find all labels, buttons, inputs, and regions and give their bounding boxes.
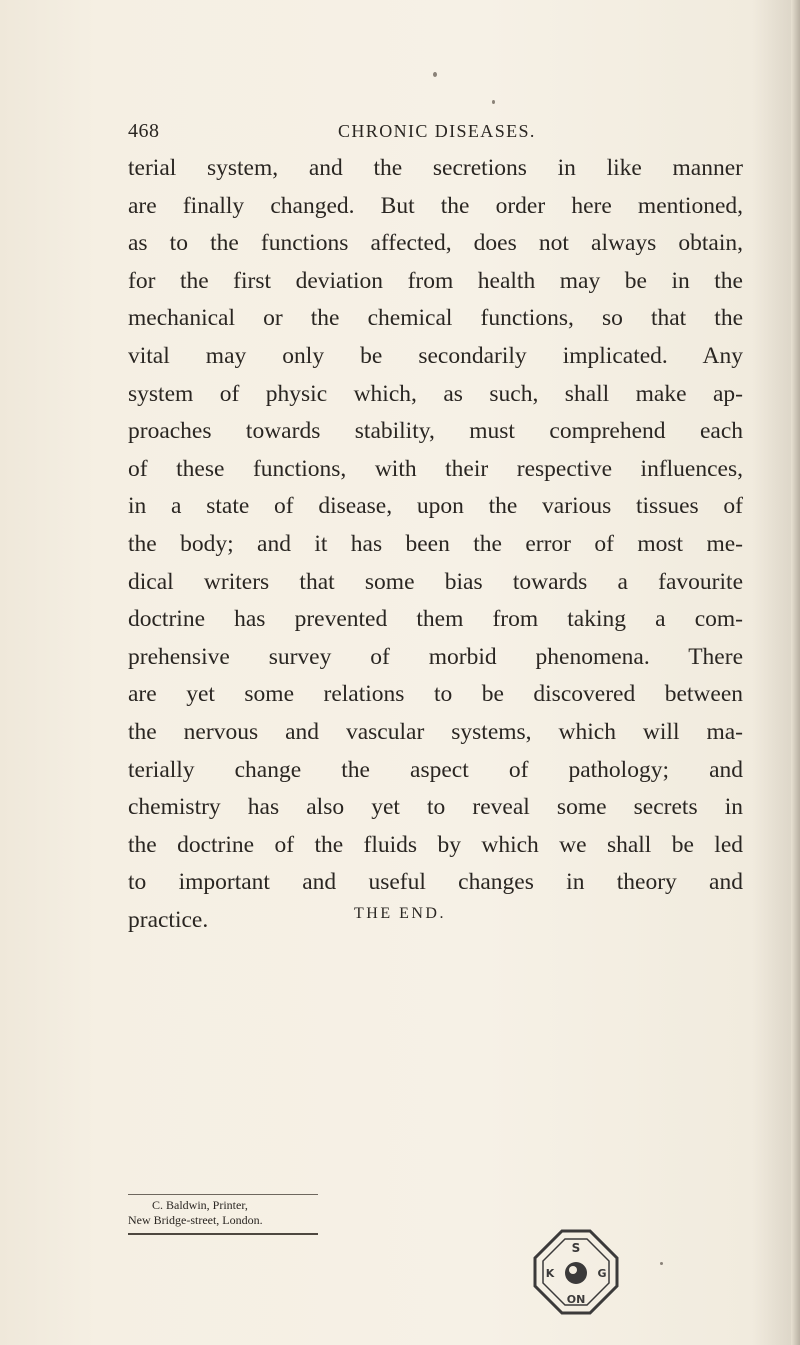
colophon-printer: C. Baldwin, Printer, bbox=[152, 1198, 248, 1212]
text-line: mechanical or the chemical functions, so that the bbox=[128, 305, 743, 332]
paper-speck bbox=[433, 72, 437, 77]
text-line: are yet some relations to be discovered between bbox=[128, 681, 743, 708]
text-line: chemistry has also yet to reveal some secrets in bbox=[128, 794, 743, 821]
text-line: terial system, and the secretions in like manner bbox=[128, 155, 743, 181]
page-edge-shadow bbox=[791, 0, 800, 1345]
text-line: are finally changed. But the order here mentioned, bbox=[128, 192, 743, 219]
colophon-rule-top bbox=[128, 1194, 318, 1195]
text-line: the body; and it has been the error of most me- bbox=[128, 530, 743, 557]
text-line: terially change the aspect of pathology; and bbox=[128, 756, 743, 783]
colophon-address: New Bridge-street, London. bbox=[128, 1213, 263, 1227]
printer-colophon bbox=[128, 1198, 358, 1228]
text-line: for the first deviation from health may be in the bbox=[128, 267, 743, 294]
paper-speck bbox=[660, 1262, 663, 1265]
text-line: the nervous and vascular systems, which will ma- bbox=[128, 718, 743, 745]
stamp-letters-right: G bbox=[597, 1267, 607, 1280]
text-line: as to the functions affected, does not always obtain, bbox=[128, 230, 743, 257]
colophon-rule-bottom bbox=[128, 1233, 318, 1235]
stamp-letters-left: K bbox=[545, 1267, 555, 1280]
stamp-letters-top: S bbox=[571, 1241, 581, 1255]
text-line: proaches towards stability, must comprehend each bbox=[128, 418, 743, 445]
text-line: vital may only be secondarily implicated. Any bbox=[128, 342, 743, 369]
stamp-letters-bottom: ON bbox=[566, 1293, 586, 1306]
text-line: system of physic which, as such, shall make ap- bbox=[128, 380, 743, 407]
the-end-heading: THE END. bbox=[354, 905, 446, 922]
text-line: dical writers that some bias towards a favourite bbox=[128, 568, 743, 595]
text-line: the doctrine of the fluids by which we shall be led bbox=[128, 831, 743, 858]
library-stamp-icon bbox=[532, 1228, 620, 1316]
text-line: of these functions, with their respective influences, bbox=[128, 455, 743, 482]
text-line: doctrine has prevented them from taking a com- bbox=[128, 606, 743, 633]
running-title: CHRONIC DISEASES. bbox=[338, 121, 536, 141]
text-line: prehensive survey of morbid phenomena. There bbox=[128, 643, 743, 670]
body-paragraph bbox=[128, 150, 743, 939]
page-number: 468 bbox=[128, 120, 160, 142]
text-line: in a state of disease, upon the various tissues of bbox=[128, 493, 743, 520]
text-line: to important and useful changes in theory and bbox=[128, 869, 743, 896]
paper-speck bbox=[492, 100, 495, 104]
running-head bbox=[128, 120, 748, 146]
stamp-emblem bbox=[565, 1262, 587, 1284]
text-line-last: practice. bbox=[128, 906, 209, 933]
